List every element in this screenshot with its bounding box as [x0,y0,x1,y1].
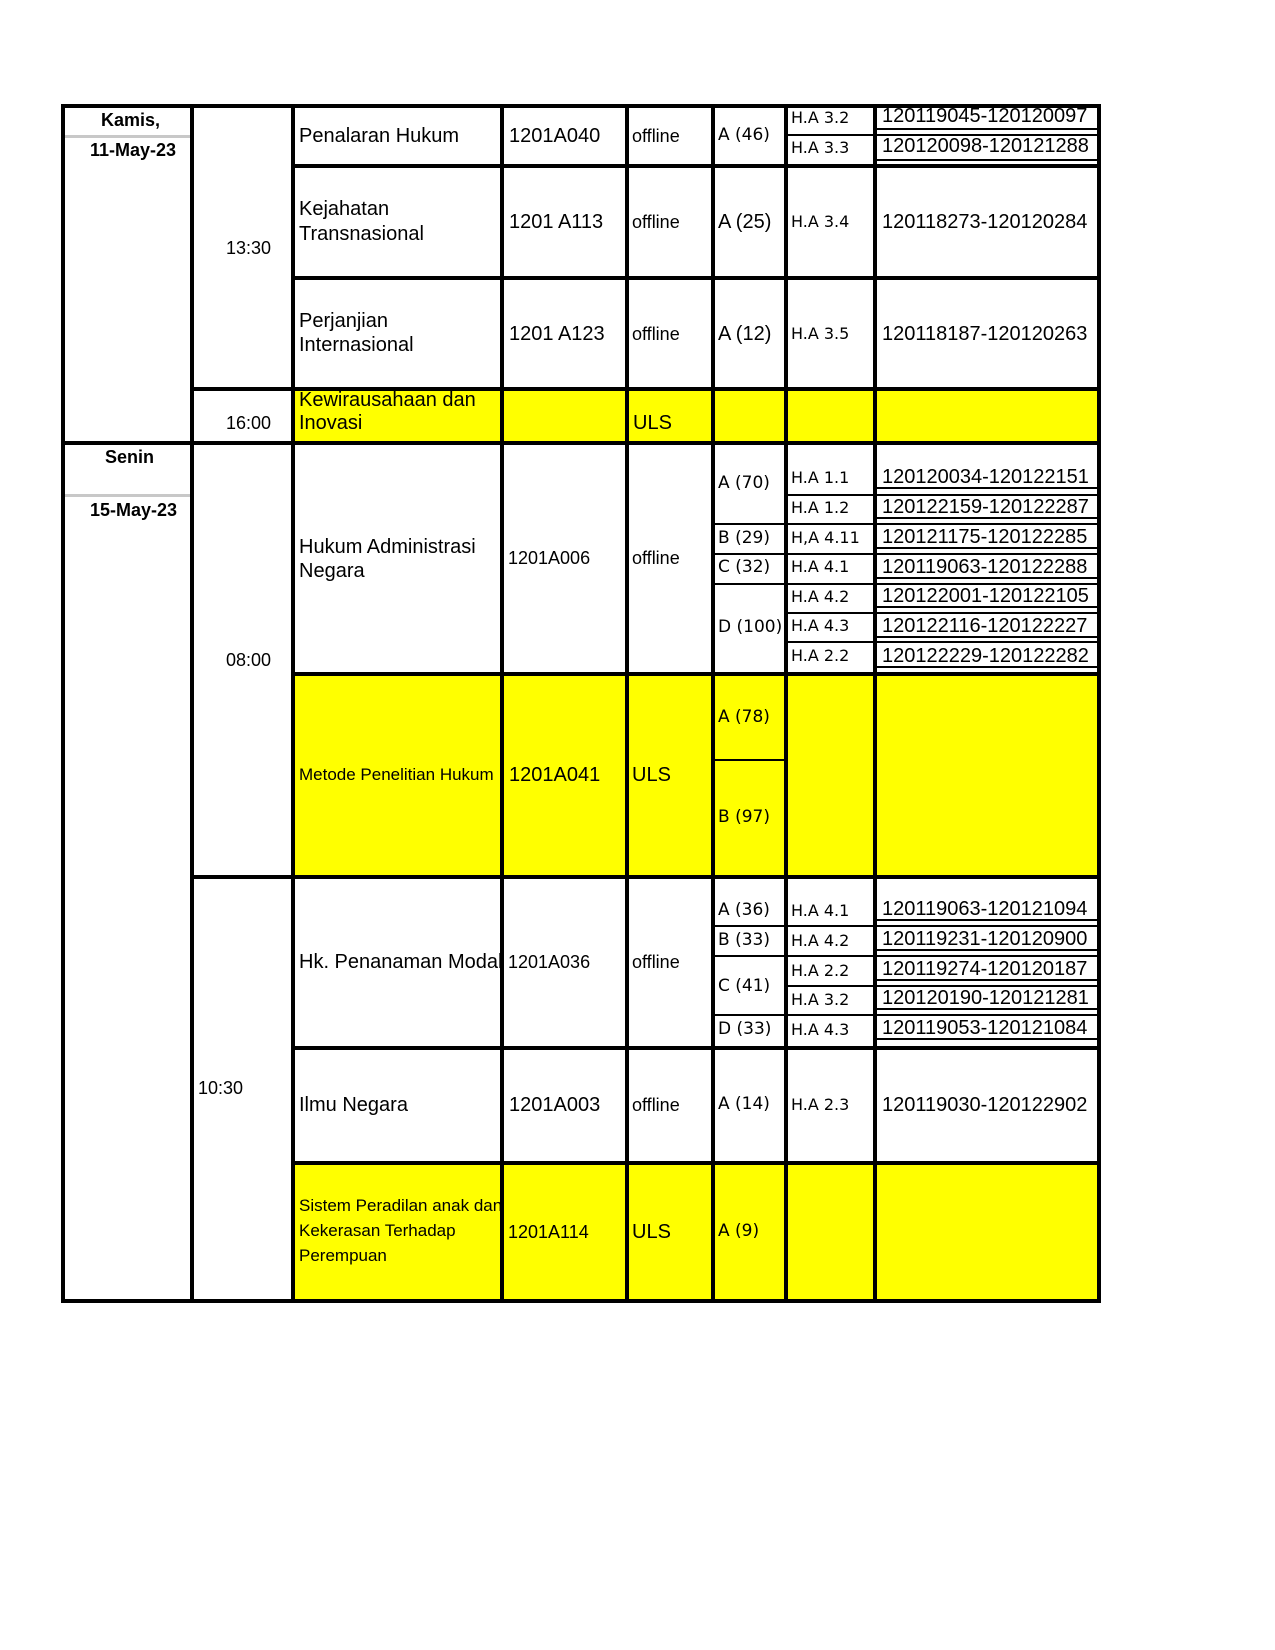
nim-range: 120120190-120121281 [882,987,1089,1009]
nim-range: 120121175-120122285 [882,526,1088,548]
nim-range: 120119053-120121084 [882,1017,1088,1039]
time-label: 08:00 [226,650,272,670]
row-divider [291,164,1101,168]
course-name: Kewirausahaan dan [299,389,476,411]
room: H.A 4.1 [791,901,850,920]
nim-range: 120122159-120122287 [882,496,1089,518]
class-group: A (46) [718,125,770,145]
class-group: A (14) [718,1094,770,1114]
day-separator [64,494,192,497]
class-group: A (25) [718,211,772,233]
course-name: Ilmu Negara [299,1094,408,1116]
column-divider [784,104,788,1303]
time-label: 16:00 [226,413,272,433]
sub-row-divider [713,955,1099,957]
room: H.A 4.2 [791,931,850,950]
room: H.A 4.2 [791,587,850,606]
exam-mode: offline [632,126,680,146]
course-name: Kejahatan [299,198,390,220]
course-name: Transnasional [299,223,424,245]
room: H.A 3.4 [791,212,850,231]
row-divider [291,1161,1101,1165]
row-divider [190,875,1101,879]
class-group: A (9) [718,1221,760,1241]
course-name: Perjanjian [299,310,388,332]
sub-row-divider [713,925,1099,927]
nim-range: 120119063-120122288 [882,556,1088,578]
room: H.A 3.2 [791,990,850,1009]
course-name: Penalaran Hukum [299,125,460,147]
nim-range: 120119063-120121094 [882,898,1088,920]
exam-mode: offline [632,548,680,568]
nim-range: 120119030-120122902 [882,1094,1088,1116]
time-label: 10:30 [198,1078,244,1098]
course-name: Inovasi [299,412,363,434]
exam-mode: ULS [633,412,672,434]
nim-range: 120120098-120121288 [882,135,1089,157]
room: H.A 2.3 [791,1095,850,1114]
sub-row-divider [876,159,1099,161]
row-divider [291,1046,1101,1050]
time-label: 13:30 [226,238,272,258]
row-divider [61,441,1101,445]
day-separator [64,135,192,138]
class-group: D (100) [718,617,783,637]
class-group: C (41) [718,976,771,996]
course-code: 1201A003 [509,1094,601,1116]
nim-range: 120118187-120120263 [882,323,1088,345]
sub-row-divider [786,612,1099,614]
exam-mode: offline [632,324,680,344]
class-group: A (12) [718,323,772,345]
column-divider [711,104,715,1303]
course-code: 1201A114 [508,1222,589,1242]
class-group: B (29) [718,528,770,548]
room: H.A 3.2 [791,108,850,127]
class-group: B (33) [718,930,770,950]
course-code: 1201A006 [508,548,591,568]
column-divider [625,104,629,1303]
nim-range: 120119274-120120187 [882,958,1088,980]
class-group: C (32) [718,557,771,577]
course-code: 1201A036 [508,952,591,972]
room: H.A 1.1 [791,468,850,487]
column-divider [873,104,877,1303]
sub-row-divider [713,1014,1099,1016]
class-group: B (97) [718,807,770,827]
column-divider [500,104,504,1303]
class-group: D (33) [718,1019,772,1039]
course-name: Hukum Administrasi [299,536,476,558]
column-divider [190,104,194,1303]
course-name: Internasional [299,334,414,356]
room: H.A 4.3 [791,1020,850,1039]
room: H.A 3.5 [791,324,850,343]
course-code: 1201A040 [509,125,601,147]
date-label: 11-May-23 [90,140,177,160]
day-label: Senin [105,447,155,467]
course-code: 1201A041 [509,764,601,786]
room: H.A 4.1 [791,557,850,576]
room: H.A 2.2 [791,961,850,980]
room: H.A 4.3 [791,616,850,635]
row-divider [291,276,1101,280]
sub-row-divider [713,523,1099,525]
sub-row-divider [786,641,1099,643]
course-code: 1201 A123 [509,323,605,345]
sub-row-divider [713,553,1099,555]
course-name: Sistem Peradilan anak dan [299,1196,503,1215]
table-border-right [1097,104,1101,1303]
nim-range: 120119045-120120097 [882,105,1088,127]
nim-range: 120120034-120122151 [882,466,1089,488]
nim-range: 120122001-120122105 [882,585,1089,607]
room: H.A 2.2 [791,646,850,665]
sub-row-divider [876,128,1099,130]
nim-range: 120119231-120120900 [882,928,1088,950]
course-name: Perempuan [299,1246,387,1265]
room: H.A 3.3 [791,138,850,157]
nim-range: 120118273-120120284 [882,211,1088,233]
room: H.A 1.2 [791,498,850,517]
exam-mode: ULS [632,764,671,786]
exam-mode: offline [632,212,680,232]
room: H,A 4.11 [791,528,860,547]
day-label: Kamis, [101,110,161,130]
table-border-bottom [61,1299,1101,1303]
exam-mode: ULS [632,1221,671,1243]
nim-range: 120122116-120122227 [882,615,1088,637]
date-label: 15-May-23 [90,500,178,520]
class-group: A (36) [718,900,770,920]
course-name: Metode Penelitian Hukum [299,765,494,784]
exam-mode: offline [632,952,680,972]
course-name: Hk. Penanaman Modal [299,951,503,973]
class-group: A (78) [718,707,770,727]
course-name: Kekerasan Terhadap [299,1221,456,1240]
column-divider [291,104,295,1303]
course-name: Negara [299,560,365,582]
sub-row-divider [713,759,786,761]
nim-range: 120122229-120122282 [882,645,1089,667]
table-border-left [61,104,65,1303]
exam-mode: offline [632,1095,680,1115]
course-code: 1201 A113 [509,211,604,233]
row-divider [291,672,1101,676]
class-group: A (70) [718,473,770,493]
